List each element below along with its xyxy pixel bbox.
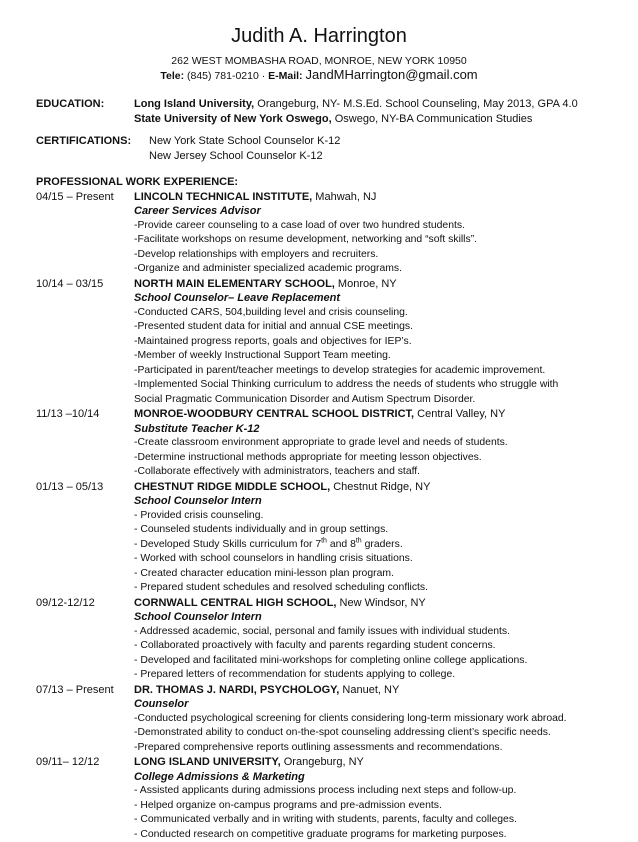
job-title: School Counselor– Leave Replacement bbox=[134, 291, 606, 306]
job-dates: 04/15 – Present bbox=[36, 190, 128, 205]
job-bullet: -Conducted psychological screening for clients considering long-term missionary work abroad. bbox=[134, 712, 606, 727]
job-entry bbox=[36, 596, 606, 683]
job-dates: 09/12-12/12 bbox=[36, 596, 128, 611]
resume-header bbox=[0, 24, 638, 83]
job-bullet: -Determine instructional methods appropriate for meeting lesson objectives. bbox=[134, 451, 606, 466]
tel-label: Tele: bbox=[160, 70, 184, 82]
employer-location: Monroe, NY bbox=[338, 278, 397, 290]
certifications-heading: CERTIFICATIONS: bbox=[36, 134, 131, 149]
job-title: Substitute Teacher K-12 bbox=[134, 422, 606, 437]
email-label: E-Mail: bbox=[268, 70, 302, 82]
job-bullet: - Conducted research on competitive graduate programs for marketing purposes. bbox=[134, 828, 606, 842]
job-bullet: -Provide career counseling to a case load of over two hundred students. bbox=[134, 219, 606, 234]
job-bullet: - Communicated verbally and in writing with students, parents, faculty and colleges. bbox=[134, 813, 606, 828]
employer-name: NORTH MAIN ELEMENTARY SCHOOL, bbox=[134, 278, 335, 290]
job-title: Career Services Advisor bbox=[134, 204, 606, 219]
employer-name: CHESTNUT RIDGE MIDDLE SCHOOL, bbox=[134, 481, 330, 493]
education-heading: EDUCATION: bbox=[36, 97, 104, 112]
job-bullet: -Create classroom environment appropriate to grade level and needs of students. bbox=[134, 436, 606, 451]
experience-heading: PROFESSIONAL WORK EXPERIENCE: bbox=[36, 175, 606, 190]
experience-section bbox=[36, 175, 606, 842]
job-entry bbox=[36, 190, 606, 277]
job-bullet: -Conducted CARS, 504,building level and crisis counseling. bbox=[134, 306, 606, 321]
job-bullet: -Prepared comprehensive reports outlining assessments and recommendations. bbox=[134, 741, 606, 756]
job-dates: 07/13 – Present bbox=[36, 683, 128, 698]
job-entry bbox=[36, 683, 606, 756]
certifications-section bbox=[36, 134, 131, 149]
employer-location: New Windsor, NY bbox=[340, 597, 426, 609]
education-row bbox=[134, 97, 604, 112]
job-dates: 10/14 – 03/15 bbox=[36, 277, 128, 292]
degree-detail: Orangeburg, NY- M.S.Ed. School Counseling, May 2013, GPA 4.0 bbox=[257, 98, 577, 110]
job-bullet: - Assisted applicants during admissions process including next steps and follow-up. bbox=[134, 784, 606, 799]
school-name: Long Island University, bbox=[134, 98, 254, 110]
certification-item: New Jersey School Counselor K-12 bbox=[149, 149, 569, 164]
job-title: College Admissions & Marketing bbox=[134, 770, 606, 785]
job-bullet: - Helped organize on-campus programs and pre-admission events. bbox=[134, 799, 606, 814]
job-bullet: -Maintained progress reports, goals and objectives for IEP’s. bbox=[134, 335, 606, 350]
education-row bbox=[134, 112, 604, 127]
tel-number: (845) 781-0210 · bbox=[187, 70, 265, 82]
school-name: State University of New York Oswego, bbox=[134, 113, 332, 125]
contact-line bbox=[0, 68, 638, 83]
job-bullet: -Demonstrated ability to conduct on-the-spot counseling addressing client’s specific needs. bbox=[134, 726, 606, 741]
job-entry bbox=[36, 277, 606, 408]
job-bullet: -Organize and administer specialized academic programs. bbox=[134, 262, 606, 277]
job-bullet: - Addressed academic, social, personal and family issues with individual students. bbox=[134, 625, 606, 640]
employer-name: MONROE-WOODBURY CENTRAL SCHOOL DISTRICT, bbox=[134, 408, 414, 420]
employer-location: Orangeburg, NY bbox=[284, 756, 364, 768]
job-bullet: - Created character education mini-lesson plan program. bbox=[134, 567, 606, 582]
job-bullet: -Member of weekly Instructional Support Team meeting. bbox=[134, 349, 606, 364]
job-bullet: - Prepared letters of recommendation for students applying to college. bbox=[134, 668, 606, 683]
employer-location: Chestnut Ridge, NY bbox=[333, 481, 430, 493]
job-bullet: -Facilitate workshops on resume development, networking and “soft skills”. bbox=[134, 233, 606, 248]
job-title: School Counselor Intern bbox=[134, 610, 606, 625]
employer-location: Central Valley, NY bbox=[417, 408, 505, 420]
job-bullet: - Developed and facilitated mini-workshops for completing online college applications. bbox=[134, 654, 606, 669]
job-entry bbox=[36, 480, 606, 596]
job-bullet: - Developed Study Skills curriculum for 7th and 8th graders. bbox=[134, 538, 606, 553]
job-bullet: -Presented student data for initial and annual CSE meetings. bbox=[134, 320, 606, 335]
job-bullet: - Prepared student schedules and resolved scheduling conflicts. bbox=[134, 581, 606, 596]
job-bullet: - Worked with school counselors in handling crisis situations. bbox=[134, 552, 606, 567]
job-bullet: Social Pragmatic Communication Disorder and Autism Spectrum Disorder. bbox=[134, 393, 606, 408]
candidate-name: Judith A. Harrington bbox=[0, 24, 638, 48]
email-address: JandMHarrington@gmail.com bbox=[305, 67, 477, 82]
job-bullet: - Provided crisis counseling. bbox=[134, 509, 606, 524]
job-entry bbox=[36, 755, 606, 842]
employer-location: Mahwah, NJ bbox=[315, 191, 376, 203]
job-bullet: -Collaborate effectively with administrators, teachers and staff. bbox=[134, 465, 606, 480]
job-bullet: - Collaborated proactively with faculty and parents regarding student concerns. bbox=[134, 639, 606, 654]
job-bullet: -Implemented Social Thinking curriculum to address the needs of students who struggle with bbox=[134, 378, 606, 393]
employer-name: LINCOLN TECHNICAL INSTITUTE, bbox=[134, 191, 312, 203]
employer-name: CORNWALL CENTRAL HIGH SCHOOL, bbox=[134, 597, 336, 609]
job-title: Counselor bbox=[134, 697, 606, 712]
job-bullet: -Participated in parent/teacher meetings to develop strategies for academic improvement. bbox=[134, 364, 606, 379]
education-section bbox=[36, 97, 104, 112]
mailing-address: 262 WEST MOMBASHA ROAD, MONROE, NEW YORK 10950 bbox=[0, 54, 638, 68]
job-dates: 09/11– 12/12 bbox=[36, 755, 128, 770]
employer-name: DR. THOMAS J. NARDI, PSYCHOLOGY, bbox=[134, 684, 339, 696]
degree-detail: Oswego, NY-BA Communication Studies bbox=[335, 113, 533, 125]
employer-name: LONG ISLAND UNIVERSITY, bbox=[134, 756, 281, 768]
certification-item: New York State School Counselor K-12 bbox=[149, 134, 569, 149]
job-bullet: - Counseled students individually and in group settings. bbox=[134, 523, 606, 538]
employer-location: Nanuet, NY bbox=[342, 684, 399, 696]
job-dates: 11/13 –10/14 bbox=[36, 407, 128, 422]
job-bullet: -Develop relationships with employers and recruiters. bbox=[134, 248, 606, 263]
job-entry bbox=[36, 407, 606, 480]
job-title: School Counselor Intern bbox=[134, 494, 606, 509]
job-dates: 01/13 – 05/13 bbox=[36, 480, 128, 495]
